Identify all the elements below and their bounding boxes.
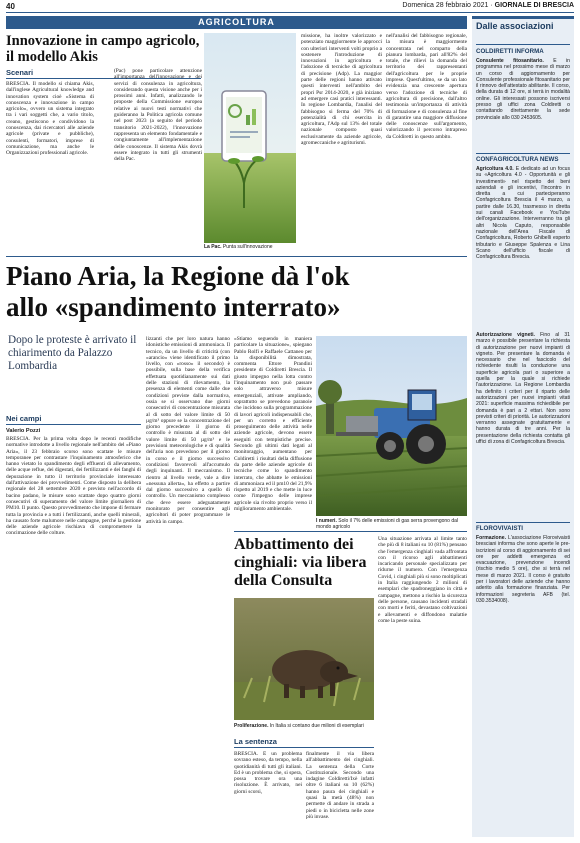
sidebar-org-coldiretti: COLDIRETTI INFORMA (476, 48, 544, 55)
cinghiali-column-1: BRESCIA. È un problema sovrano esteso, da tempo, nella quotidianità di tutti gli italiani. Ed è un problema che, si spera, possa trovare ora una risoluzione. È arrivato, nei giorni scorsi, (234, 751, 302, 795)
paper-name: GIORNALE DI BRESCIA (494, 2, 574, 9)
sidebar-item-vigneti: Autorizzazione vigneti. Fino al 31 marzo è possibile presentare la richiesta di autorizzazione per nuovi impianti di vigneto. Per presentare la domanda è necessario che nel fascicolo del richiedente risulti la conduzione una superficie agricola pari o superiore a quella per la quale si richiede l'autorizzazione. La Regione Lombardia ha definito i criteri per il riparto delle autorizzazioni per nuovi impianti vitati 2021: superficie massima richiedibile per domanda è pari a 2 ettari. Non sono previsti criteri di priorità. Le autorizzazioni verranno assegnate gratuitamente e hanno durata di tre anni. Per la presentazione della richiesta contatta gli uffici di zona di Confagricoltura Brescia. (476, 332, 570, 446)
tractor-photo (316, 336, 467, 516)
section-band (6, 16, 467, 29)
sidebar-divider-1 (476, 153, 570, 154)
tractor-field-illustration (316, 336, 467, 516)
tablet-field-illustration (204, 33, 296, 243)
piano-column-1: BRESCIA. Per la prima volta dopo le recenti modifiche normative introdotte a livello regionale nell'ambito del «Piano Aria», il 23 febbraio scorso sono scattate le misure temporanee per contrastare l'inquinamento atmosferico che hanno vietato lo spandimento degli effluenti di allevamento, delle acque reflue, dei digestati, dei fertilizzanti e dei fanghi di depurazione in tutto il territorio provinciale interessato dall'attivazione dei provvedimenti. Come disposto la delibera regionale del 28 settembre 2020 e previsto nell'accordo di bacino padano, le misure sono scattate dopo quattro giorni consecutivi di superamento del valore limite giornaliero di PM10. Il punto. Questo provvedimento che impone di fermare tutta la provincia e a tutti i fertilizzanti, anche quelli minerali, ha causato forte malumore nelle campagne, perché la gestione delle aziende agricole rischiava di compromettere la concimazione delle colture. (6, 436, 141, 537)
piano-kicker: Nei campi (6, 414, 42, 423)
sidebar-item-agricoltura40: Agricoltura 4.0. È dedicato ad un focus su «Agricoltura 4.0 - Opportunità e gli investimenti» nel rispetto dei beni aziendali e gli incentivi, l'incontro in diretta a cui parteciperanno Confagricoltura Brescia il 4 marzo, a partire dalle 16.30, trasmesso in diretta sui canali Facebook e YouTube dell'organizzazione. Interverranno tra gli altri Nicola Caputo, responsabile nazionale dell'Area Fiscale di Confagricoltura, Roberto Ghibelli esperto tributario e Giuseppe Spalenza e Lina Scano dell'ufficio fiscale di Confagricoltura Brescia. (476, 166, 570, 261)
page-date: Domenica 28 febbraio 2021 · GIORNALE DI BRESCIA (402, 2, 574, 9)
cinghiali-column-2: finalmente il via libera all'abbattimento dei cinghiali. La sentenza della Corte Costituzionale. Secondo una indagine Coldiretti/Ixè infatti oltre 6 italiani su 10 (62%) hanno paura dei cinghiali e quasi la metà (48%) non permette di andare in strada a piedi o in bicicletta nelle zone più invase. (306, 751, 374, 820)
akis-column-4: nell'analisi del fabbisogno regionale, la misura è maggiormente concentrata nel comparto della pianura lombarda, pari all'82% del totale, che rilievi la domanda del territorio dei rappresentanti dell'agricoltura per le proprie imprese. Quest'ultimo, se da un lato evidenzia una crescente apertura verso l'adozione di tecniche di agricoltura di precisione, dall'altro testimonia un'importanza di attività di formazione e di consulenza al fine di garantire una maggiore diffusione delle conoscenze sull'argomento, valorizzando il percorso intrapreso da Coldiretti in questo ambito. (386, 33, 467, 140)
sidebar-title: Dalle associazioni (476, 21, 554, 31)
piano-author: Valerio Pozzi (6, 428, 41, 434)
sidebar-item-formazione: Formazione. L'associazione Florovivaisti bresciani informa che sono aperte le pre-iscrizioni al corso di aggiornamento di sei ore per addetti emergenza ed evacuazione, prevenzione incendi (rischio medio 5 ore), che si terrà nel mese di marzo 2021. Il corso è gratuito per i lavoratori delle aziende che hanno aderito alla formazione finanziata. Per informazioni segreteria AFB (tel. 030.3534008). (476, 535, 570, 604)
akis-column-2: (Pac) pone particolare attenzione all'importanza dell'innovazione e dei servizi di consulenza in agricoltura, considerando questa visione anche per i prossimi anni. Infatti, analizzando le proposte della Commissione europea relative ai nuovi testi normativi che guideranno la Politica agricola comune nel post 2023 (a seguito del periodo transitorio 2021-2022), l'innovazione rappresenta un elemento fondamentale e congiuntamente all'implementazione delle conoscenze. Il sistema Akis dovrà essere integrato in tutti gli strumenti della Pac. (114, 68, 202, 163)
sidebar-title-rule (476, 44, 570, 45)
akis-photo (204, 33, 296, 243)
page-header (6, 2, 574, 12)
piano-title: Piano Aria, la Regione dà l'ok allo «spandimento interrato» (6, 261, 350, 322)
tractor-photo-caption: I numeri. Solo il 7% delle emissioni di gas serra provengono dal mondo agricolo (316, 518, 459, 530)
akis-kicker: Scenari (6, 68, 34, 77)
cinghiali-kicker: La sentenza (234, 737, 277, 746)
akis-title: Innovazione in campo agricolo, il modello Akis (6, 33, 200, 65)
cinghiali-column-3: Una situazione arrivata al limite tanto che più di 8 italiani su 10 (81%) pensano che l'emergenza cinghiali vada affrontata con il ricorso agli abbattimenti incaricando personale specializzato per ridurne il numero. Con l'emergenza Covid, i cinghiali più si sono moltiplicati in Italia raggiungendo 2 milioni di esemplari che spadroneggiano in città e campagne, mettono a rischio la sicurezza delle persone, causano incidenti stradali con morti e feriti, devastano coltivazioni e allevamenti e diffondono malattie come la peste suina. (378, 536, 467, 624)
section-title: AGRICOLTURA (198, 17, 275, 27)
boar-photo (234, 598, 374, 720)
piano-column-2: lizzanti che per loro natura hanno idonistiche emissioni di ammoniaca. Il tecnico, da un livello di criticità (con «arancio» viene identificato il primo livello, con «rosso» il secondo) è possibile, sulla base della verifica effettuata quotidianamente sui dati delle stazioni di rilevamento, la presenza di elementi come dalle due condizioni previste dalla normativa, ossia se si osservano due giorni consecutivi di concentrazione misurata al di sotto del valore limite di 50 µg/m³ oppure se la concentrazione del giorno precedente il giorno di controllo è misurata al di sotto del valore limite di 50 µg/m³ e le previsioni meteorologiche e di qualità dell'aria non prevedono per il giorno in corso e il giorno successivo condizioni favorevoli all'accumulo degli inquinanti. Il meccanismo. Il rientro al livello verde, vale a dire «nessuna allerta», ha effetto a partire dal giorno successivo a quello di controllo. Un meccanismo complesso che deve essere adeguatamente monitorato per consentire agli agricoltori di poter programmare le attività in campo. (146, 336, 230, 525)
cinghiali-title: Abbattimento dei cinghiali: via libera della Consulta (234, 536, 367, 589)
piano-kicker-rule (6, 424, 141, 425)
article-separator (6, 256, 467, 257)
piano-column-3: «Stiamo seguendo in maniera particolare la situazione», spiegano Pablo Rolfi e Raffaele Cattaneo per la disponibilità dimostrata, commenta Ettore Prandini presidente di Coldiretti Brescia. Il giusto impegno nella lotta contro l'inquinamento non può passare solo attraverso misure emergenziali, attivate ampliando, soprattutto se prevedono paranoie che incidono sulla programmazione di lavori agricoli indispensabili che, per un corretto e efficiente proseguimento delle attività nelle aziende agricole, devono essere eseguiti con tempistiche precise. Secondo gli ultimi dati legati al monitoraggio, aumentano per Coldiretti i risultati della diffusione da parte delle aziende agricole di tecniche come lo spandimento interrato, che abbatte le emissioni di ammoniaca ed il pm10 del 21,9% rispetto al 2019 e che mette in luce come l'impegno delle imprese agricole sia rivolto proprio verso il miglioramento ambientale. (234, 336, 312, 513)
cinghiali-kicker-rule (234, 747, 374, 748)
header-rule (6, 12, 574, 13)
akis-column-3: missione, ha inoltre valorizzato e potenziato maggiormente le approcci con ulteriori interventi volti proprio a sostenere l'introduzione di innovazioni in agricoltura e l'adozione di tecniche di agricoltura di precisione (Adp). La maggior parte delle regioni hanno attivato questi interventi nell'ambito dei propri Psr 2014-2020, e già iniziano ad emergere casi pratici interessanti. In regione Lombardia, l'analisi del fabbisogno si ferma del 70% di potenzialità di chi esercita in agricoltura, l'Adp sul 13% del totale nazionale composto quasi esclusivamente da aziende agricole, agromeccaniche e agriturismi. (301, 33, 382, 147)
akis-photo-caption: La Pac. Punta sull'innovazione (204, 244, 273, 250)
sidebar-org-florovivaisti: FLOROVIVAISTI (476, 525, 523, 532)
piano-subtitle: Dopo le proteste è arrivato il chiarimento da Palazzo Lombardia (8, 334, 137, 372)
cinghiali-separator (234, 531, 467, 532)
boar-photo-caption: Proliferazione. In Italia si contano due milioni di esemplari (234, 723, 364, 729)
sidebar-item-consulente: Consulente fitosanitario. È in programma nel prossimo mese di marzo un corso di aggiornamento per Consulente professionale fitosanitario per il rinnovo dell'attestato abilitante. Il corso, della durata di 12 ore, si terrà in modalità online. Gli interessati possono iscriversi presso gli uffici zona Coldiretti o contattando direttamente la sede provinciale allo 030 2453605. (476, 58, 570, 121)
boar-illustration (234, 598, 374, 720)
akis-column-1: BRESCIA. Il modello si chiama Akis, dall'inglese Agricultural knowledge and innovation system cioè «Sistema di conoscenza e innovazione in campo agricolo», ovvero un sistema integrato tra i vari soggetti che, a vario titolo, creano, gestiscono e condividono la conoscenza, dai ricercatori alle aziende agricole (private e pubbliche), consulenti, formatori, imprese di comunicazione, ma anche le Organizzazioni professionali agricole. (6, 81, 94, 157)
sidebar-top-bar (472, 16, 574, 19)
sidebar-divider-2 (476, 522, 570, 523)
sidebar-org-confagricoltura: CONFAGRICOLTURA NEWS (476, 156, 559, 163)
sidebar-associazioni (472, 16, 574, 837)
page-number: 40 (6, 2, 15, 11)
